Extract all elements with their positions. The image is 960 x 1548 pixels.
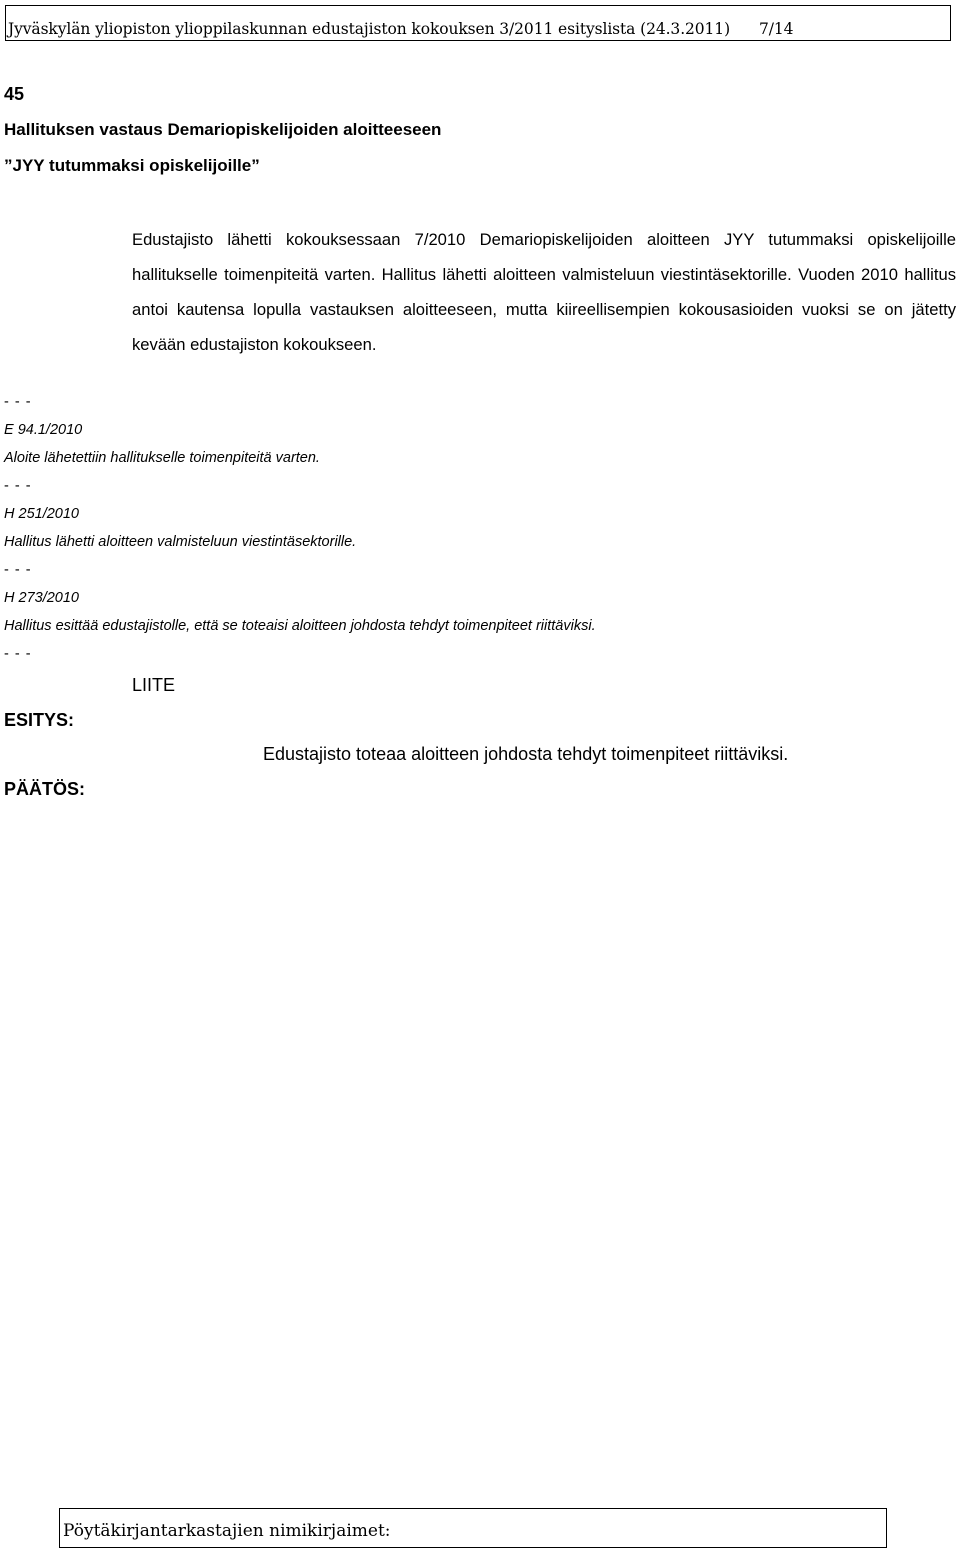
history-separator: - - - [4, 478, 32, 494]
history-ref-2: H 251/2010 [4, 506, 79, 522]
history-separator: - - - [4, 562, 32, 578]
history-separator: - - - [4, 394, 32, 410]
history-text-2: Hallitus lähetti aloitteen valmisteluun viestintäsektorille. [4, 534, 357, 550]
history-ref-1: E 94.1/2010 [4, 422, 83, 438]
document-header: Jyväskylän yliopiston ylioppilaskunnan edustajiston kokouksen 3/2011 esityslista (24.3.2011) 7/14 [8, 20, 794, 38]
history-text-3: Hallitus esittää edustajistolle, että se toteaisi aloitteen johdosta tehdyt toimenpiteet riittäviksi. [4, 618, 596, 634]
item-number: 45 [4, 84, 25, 104]
decision-label: PÄÄTÖS: [4, 779, 85, 799]
footer-initials-label: Pöytäkirjantarkastajien nimikirjaimet: [63, 1521, 391, 1541]
body-paragraph: Edustajisto lähetti kokouksessaan 7/2010 Demariopiskelijoiden aloitteen JYY tutummaksi opiskelijoille hallitukselle toimenpiteitä varten. Hallitus lähetti aloitteen valmisteluun viestintäsektorille. Vuoden 2010 hallitus antoi kautensa lopulla vastauksen aloitteeseen, mutta kiireellisempien kokousasioiden vuoksi se on jätetty kevään edustajiston kokoukseen. [132, 230, 956, 354]
history-separator: - - - [4, 646, 32, 662]
proposal-label: ESITYS: [4, 710, 75, 730]
history-text-1: Aloite lähetettiin hallitukselle toimenpiteitä varten. [4, 450, 320, 466]
attachment-label: LIITE [132, 675, 176, 695]
proposal-text: Edustajisto toteaa aloitteen johdosta tehdyt toimenpiteet riittäviksi. [263, 744, 789, 764]
item-title-line1: Hallituksen vastaus Demariopiskelijoiden aloitteeseen [4, 120, 442, 139]
item-title-line2: ”JYY tutummaksi opiskelijoille” [4, 156, 260, 175]
history-ref-3: H 273/2010 [4, 590, 79, 606]
